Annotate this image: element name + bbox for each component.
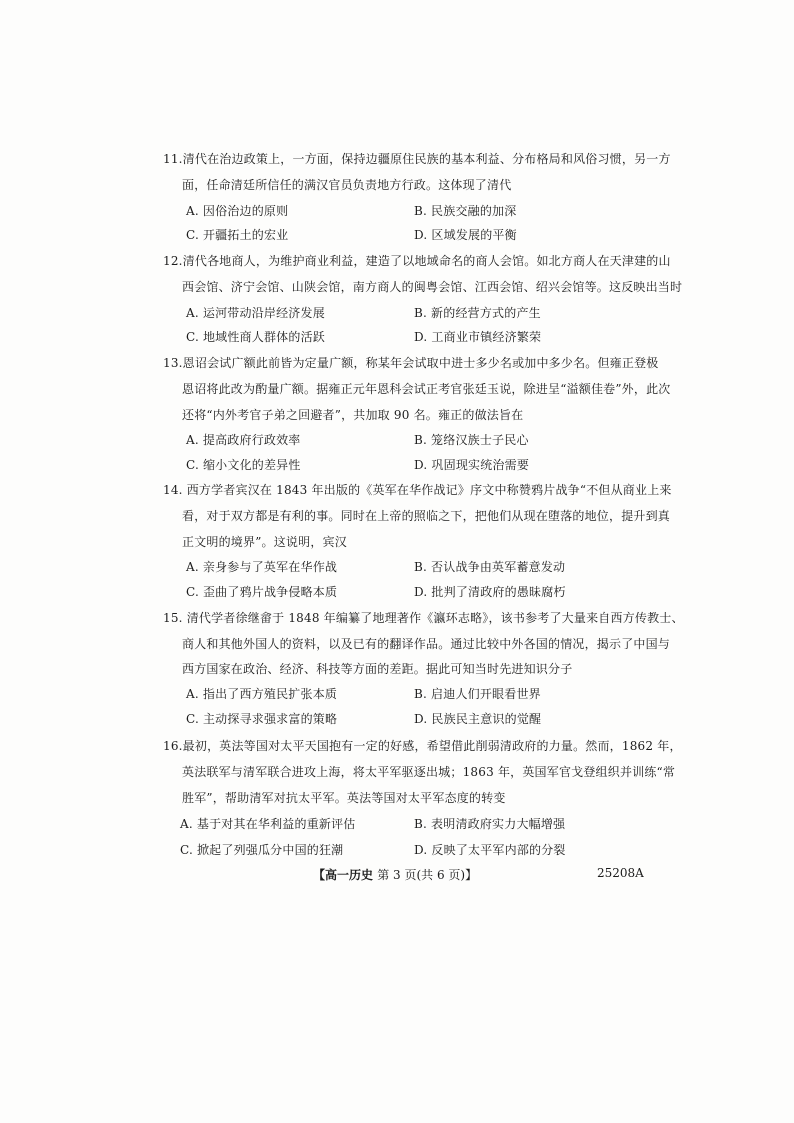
footer-paper-code: 25208A: [597, 866, 644, 880]
option-c: C. 歪曲了鸦片战争侵略本质: [186, 585, 338, 599]
option-d: D. 工商业市镇经济繁荣: [414, 330, 542, 344]
question-stem-line: 英法联军与清军联合进攻上海，将太平军驱逐出城；1863 年，英国军官戈登组织并训练“常: [182, 765, 676, 779]
option-d: D. 区域发展的平衡: [414, 228, 517, 242]
option-c: C. 掀起了列强瓜分中国的狂潮: [180, 843, 344, 857]
option-b: B. 新的经营方式的产生: [414, 306, 541, 320]
question-stem-line: 12.清代各地商人，为维护商业利益，建造了以地域命名的商人会馆。如北方商人在天津建的山: [163, 254, 671, 268]
option-a: A. 基于对其在华利益的重新评估: [180, 817, 356, 831]
question-stem-line: 正文明的境界”。这说明，宾汉: [182, 535, 347, 549]
footer-page-number: 第 3 页(共 6 页)】: [377, 868, 478, 882]
option-c: C. 开疆拓土的宏业: [186, 228, 289, 242]
question-stem-line: 13.恩诏会试广额此前皆为定量广额，称某年会试取中进士多少名或加中多少名。但雍正登极: [163, 356, 659, 370]
question-stem-line: 11.清代在治边政策上，一方面，保持边疆原住民族的基本利益、分布格局和风俗习惯，另一方: [163, 152, 671, 166]
option-d: D. 批判了清政府的愚昧腐朽: [414, 585, 566, 599]
option-d: D. 民族民主意识的觉醒: [414, 712, 542, 726]
question-stem-line: 14. 西方学者宾汉在 1843 年出版的《英军在华作战记》序文中称赞鸦片战争“不但从商业上来: [163, 483, 672, 497]
question-stem-line: 看，对于双方都是有利的事。同时在上帝的照临之下，把他们从现在堕落的地位，提升到真: [182, 509, 671, 523]
option-b: B. 民族交融的加深: [414, 204, 517, 218]
option-a: A. 指出了西方殖民扩张本质: [186, 687, 338, 701]
footer-subject-page: [313, 866, 477, 883]
question-stem-line: 西会馆、济宁会馆、山陕会馆，南方商人的闽粤会馆、江西会馆、绍兴会馆等。这反映出当时: [182, 280, 683, 294]
option-d: D. 巩固现实统治需要: [414, 458, 530, 472]
option-c: C. 地域性商人群体的活跃: [186, 330, 325, 344]
option-c: C. 缩小文化的差异性: [186, 458, 301, 472]
option-c: C. 主动探寻求强求富的策略: [186, 712, 338, 726]
option-b: B. 表明清政府实力大幅增强: [414, 817, 566, 831]
question-stem-line: 胜军”，帮助清军对抗太平军。英法等国对太平军态度的转变: [182, 791, 506, 805]
question-stem-line: 商人和其他外国人的资料，以及已有的翻译作品。通过比较中外各国的情况，揭示了中国与: [182, 637, 671, 651]
option-d: D. 反映了太平军内部的分裂: [414, 843, 566, 857]
option-a: A. 因俗治边的原则: [186, 204, 289, 218]
option-a: A. 提高政府行政效率: [186, 433, 301, 447]
question-stem-line: 恩诏将此改为酌量广额。据雍正元年恩科会试正考官张廷玉说，除进呈“溢额佳卷”外，此次: [182, 382, 671, 396]
question-stem-line: 西方国家在政治、经济、科技等方面的差距。据此可知当时先进知识分子: [182, 662, 573, 676]
question-stem-line: 15. 清代学者徐继畲于 1848 年编纂了地理著作《瀛环志略》，该书参考了大量来自西方传教士、: [163, 611, 684, 625]
question-stem-line: 还将“内外考官子弟之回避者”，共加取 90 名。雍正的做法旨在: [182, 408, 524, 422]
option-a: A. 运河带动沿岸经济发展: [186, 306, 325, 320]
option-a: A. 亲身参与了英军在华作战: [186, 560, 338, 574]
option-b: B. 启迪人们开眼看世界: [414, 687, 541, 701]
option-b: B. 否认战争由英军蓄意发动: [414, 560, 566, 574]
footer-subject: 【高一历史: [313, 868, 374, 882]
question-stem-line: 面，任命清廷所信任的满汉官员负责地方行政。这体现了清代: [182, 178, 512, 192]
option-b: B. 笼络汉族士子民心: [414, 433, 529, 447]
page-footer: [0, 866, 794, 886]
question-stem-line: 16.最初，英法等国对太平天国抱有一定的好感，希望借此削弱清政府的力量。然而，1862 年，: [163, 739, 682, 753]
